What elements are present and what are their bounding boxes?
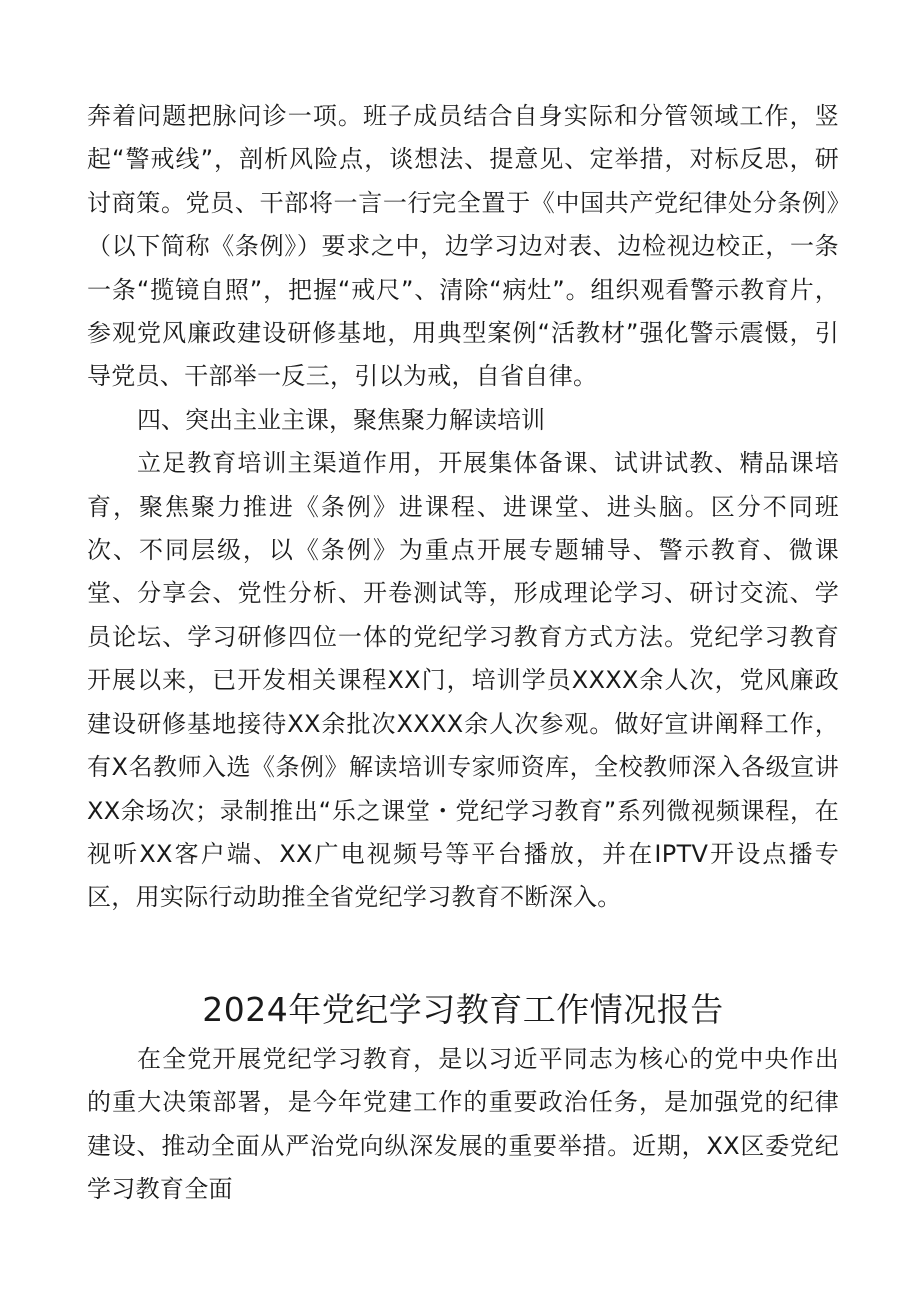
report-intro-paragraph: 在全党开展党纪学习教育，是以习近平同志为核心的党中央作出的重大决策部署，是今年党建工作的重要政治任务，是加强党的纪律建设、推动全面从严治党向纵深发展的重要举措。近期，XX区委党纪学习教育全面 — [87, 1044, 839, 1203]
section-paragraph: 立足教育培训主渠道作用，开展集体备课、试讲试教、精品课培育，聚焦聚力推进《条例》进课程、进课堂、进头脑。区分不同班次、不同层级，以《条例》为重点开展专题辅导、警示教育、微课堂、分享会、党性分析、开卷测试等，形成理论学习、研讨交流、学员论坛、学习研修四位一体的党纪学习教育方式方法。党纪学习教育开展以来，已开发相关课程XX门，培训学员XXXX余人次，党风廉政建设研修基地接待XX余批次XXXX余人次参观。做好宣讲阐释工作，有X名教师入选《条例》解读培训专家师资库，全校教师深入各级宣讲XX余场次；录制推出“乐之课堂・党纪学习教育”系列微视频课程，在视听XX客户端、XX广电视频号等平台播放，并在IPTV开设点播专区，用实际行动助推全省党纪学习教育不断深入。 — [87, 449, 839, 912]
section-spacer — [87, 920, 839, 982]
continued-paragraph: 奔着问题把脉问诊一项。班子成员结合自身实际和分管领域工作，竖起“警戒线”，剖析风险点，谈想法、提意见、定举措，对标反思，研讨商策。党员、干部将一言一行完全置于《中国共产党纪律处分条例》（以下简称《条例》）要求之中，边学习边对表、边检视边校正，一条一条“揽镜自照”，把握“戒尺”、清除“病灶”。组织观看警示教育片，参观党风廉政建设研修基地，用典型案例“活教材”强化警示震慑，引导党员、干部举一反三，引以为戒，自省自律。 — [87, 102, 839, 391]
section-heading: 四、突出主业主课，聚焦聚力解读培训 — [137, 405, 545, 434]
report-title: 2024年党纪学习教育工作情况报告 — [202, 989, 724, 1029]
document-body — [87, 95, 839, 1211]
